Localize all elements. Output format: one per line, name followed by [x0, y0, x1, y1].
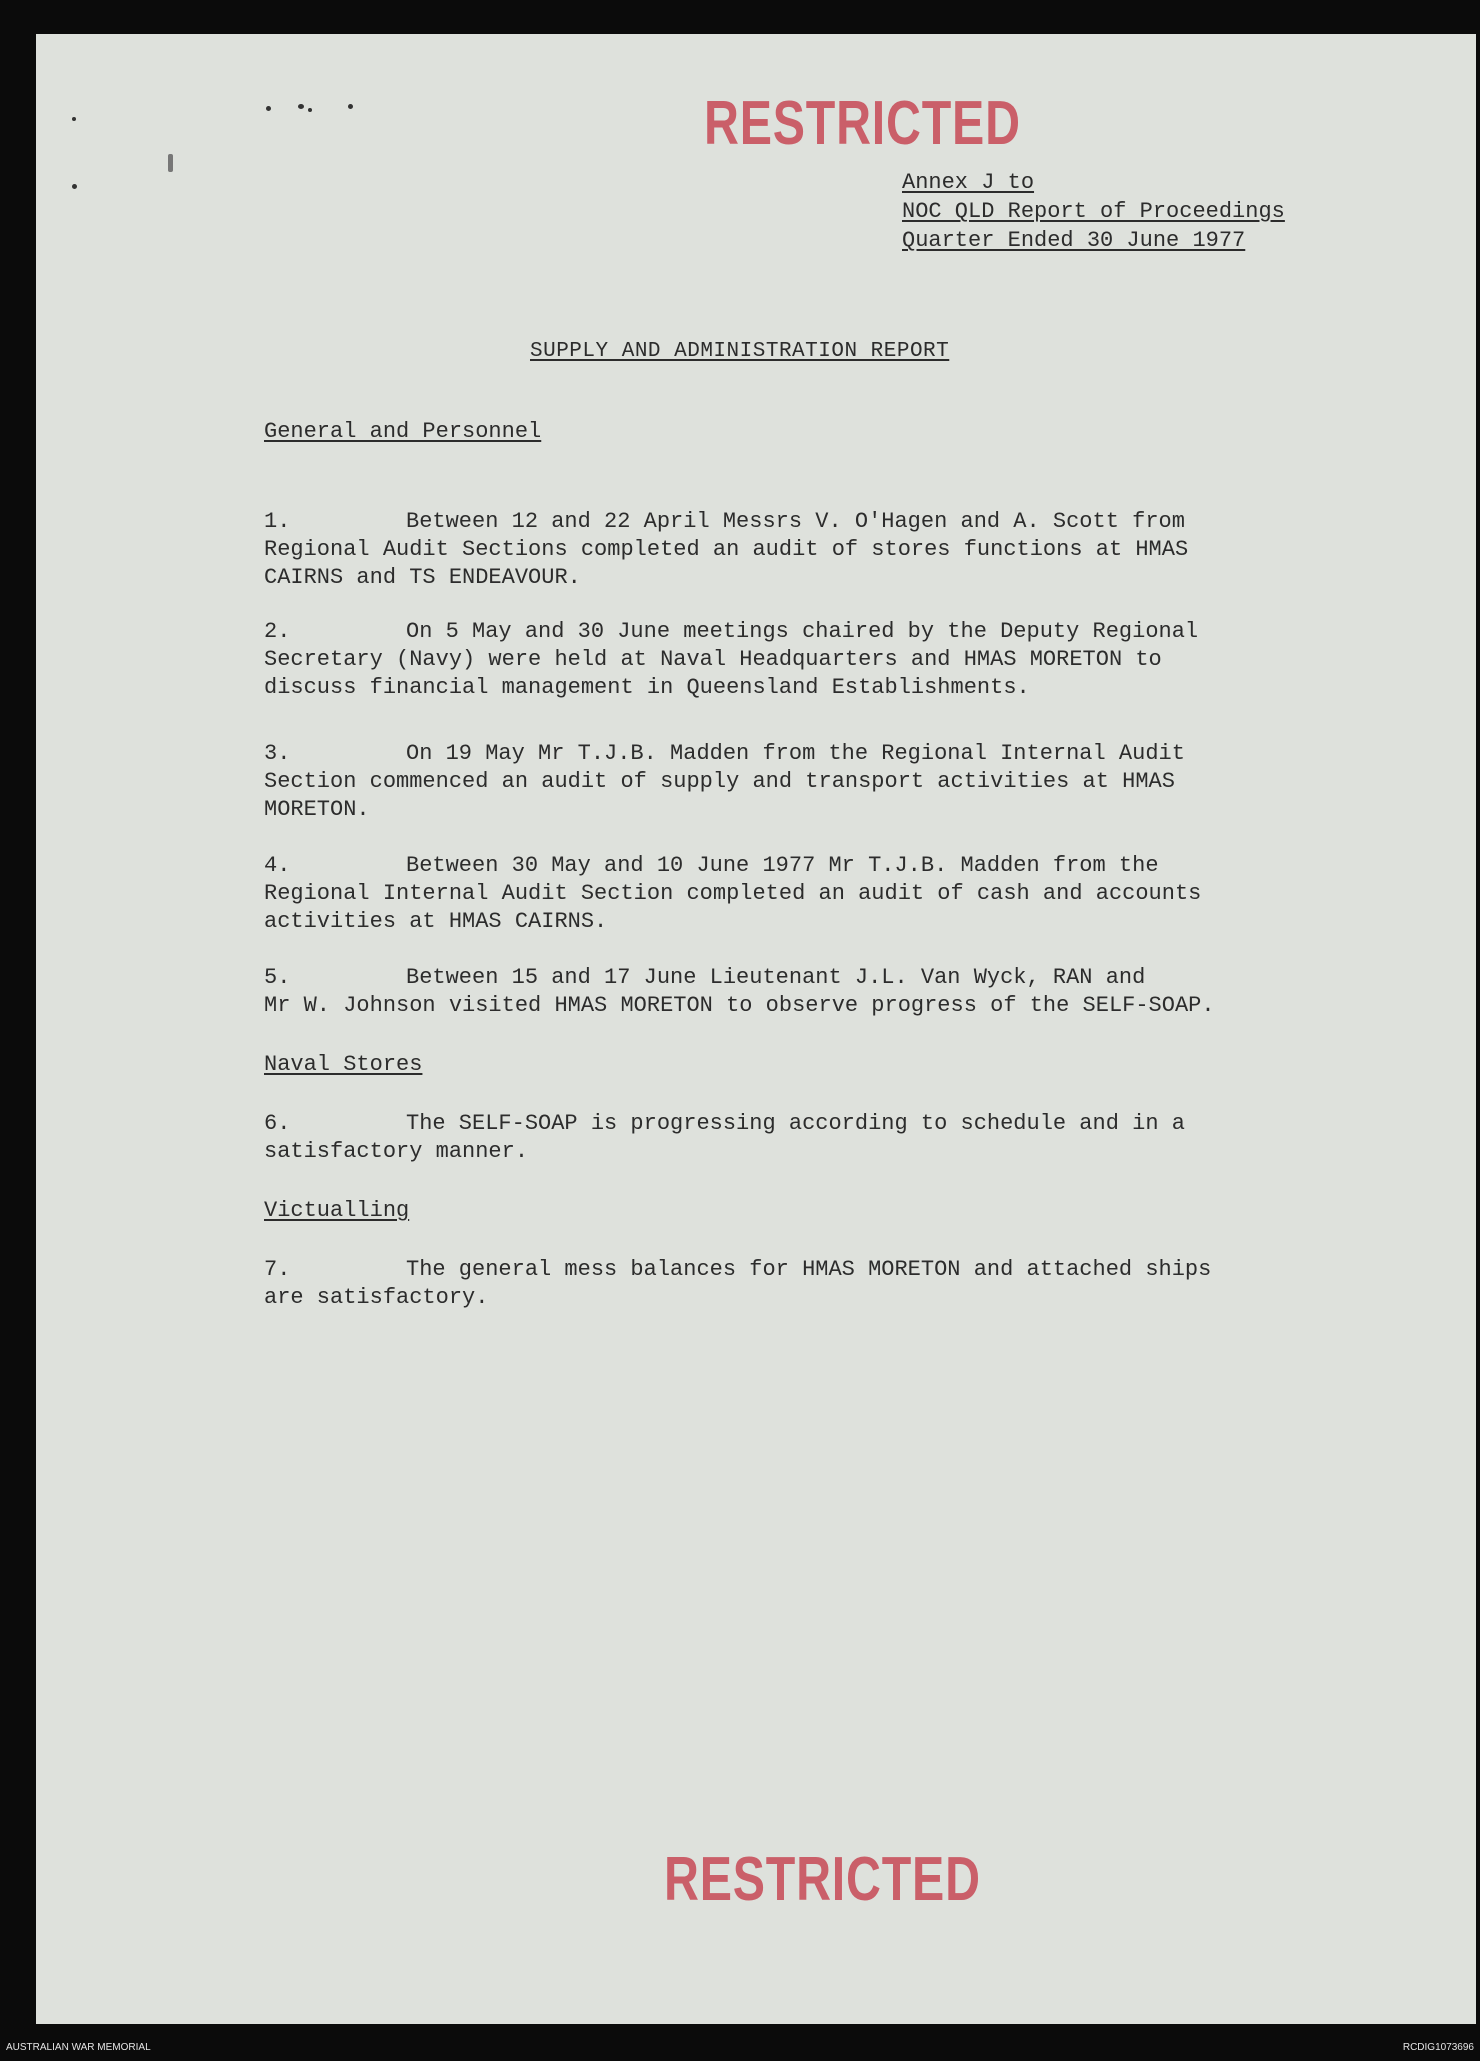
- annex-line-2: NOC QLD Report of Proceedings: [902, 199, 1285, 224]
- paragraph-1: [264, 508, 1284, 592]
- paper-mark: [308, 108, 312, 112]
- paragraph-text: On 19 May Mr T.J.B. Madden from the Regional Internal Audit: [406, 741, 1185, 766]
- paragraph-text: are satisfactory.: [264, 1285, 489, 1310]
- paragraph-text: The general mess balances for HMAS MORETON and attached ships: [406, 1257, 1212, 1282]
- paragraph-number: 4.: [264, 853, 291, 878]
- annex-reference: [902, 168, 1285, 255]
- paragraph-text: Mr W. Johnson visited HMAS MORETON to observe progress of the SELF-SOAP.: [264, 993, 1215, 1018]
- paragraph-text: MORETON.: [264, 797, 370, 822]
- paragraph-text: Between 15 and 17 June Lieutenant J.L. Van Wyck, RAN and: [406, 965, 1146, 990]
- paragraph-text: Regional Internal Audit Section completed an audit of cash and accounts: [264, 881, 1202, 906]
- paragraph-text: Secretary (Navy) were held at Naval Headquarters and HMAS MORETON to: [264, 647, 1162, 672]
- paper-mark: [348, 104, 353, 109]
- paragraph-number: 7.: [264, 1257, 291, 1282]
- document-page: [36, 34, 1476, 2024]
- paragraph-text: Between 30 May and 10 June 1977 Mr T.J.B. Madden from the: [406, 853, 1159, 878]
- paper-mark: [266, 106, 271, 111]
- paragraph-text: Between 12 and 22 April Messrs V. O'Hagen and A. Scott from: [406, 509, 1185, 534]
- paragraph-4: [264, 852, 1284, 936]
- section-heading-general: General and Personnel: [264, 419, 542, 444]
- paragraph-6: [264, 1110, 1284, 1166]
- paper-mark: [168, 154, 173, 172]
- paragraph-text: discuss financial management in Queensland Establishments.: [264, 675, 1030, 700]
- paragraph-number: 2.: [264, 619, 291, 644]
- paragraph-text: The SELF-SOAP is progressing according to schedule and in a: [406, 1111, 1185, 1136]
- paragraph-3: [264, 740, 1284, 824]
- paragraph-number: 3.: [264, 741, 291, 766]
- footer-archive-name: AUSTRALIAN WAR MEMORIAL: [6, 2042, 151, 2053]
- paragraph-text: activities at HMAS CAIRNS.: [264, 909, 608, 934]
- paper-mark: [298, 104, 304, 109]
- paragraph-number: 5.: [264, 965, 291, 990]
- paragraph-number: 1.: [264, 509, 291, 534]
- restricted-stamp-bottom: RESTRICTED: [664, 1845, 981, 1914]
- paragraph-text: Regional Audit Sections completed an audit of stores functions at HMAS: [264, 537, 1189, 562]
- paragraph-7: [264, 1256, 1284, 1312]
- section-heading-victualling: Victualling: [264, 1198, 410, 1223]
- paragraph-text: satisfactory manner.: [264, 1139, 529, 1164]
- paper-mark: [72, 117, 76, 121]
- report-title: SUPPLY AND ADMINISTRATION REPORT: [530, 340, 950, 363]
- annex-line-3: Quarter Ended 30 June 1977: [902, 228, 1246, 253]
- paragraph-2: [264, 618, 1284, 702]
- annex-line-1: Annex J to: [902, 170, 1035, 195]
- footer-record-id: RCDIG1073696: [1402, 2042, 1474, 2053]
- paragraph-text: CAIRNS and TS ENDEAVOUR.: [264, 565, 581, 590]
- paragraph-text: Section commenced an audit of supply and transport activities at HMAS: [264, 769, 1175, 794]
- paragraph-5: [264, 964, 1284, 1020]
- paper-mark: [72, 184, 77, 189]
- restricted-stamp-top: RESTRICTED: [704, 89, 1021, 158]
- section-heading-naval-stores: Naval Stores: [264, 1052, 423, 1077]
- paragraph-number: 6.: [264, 1111, 291, 1136]
- paragraph-text: On 5 May and 30 June meetings chaired by the Deputy Regional: [406, 619, 1199, 644]
